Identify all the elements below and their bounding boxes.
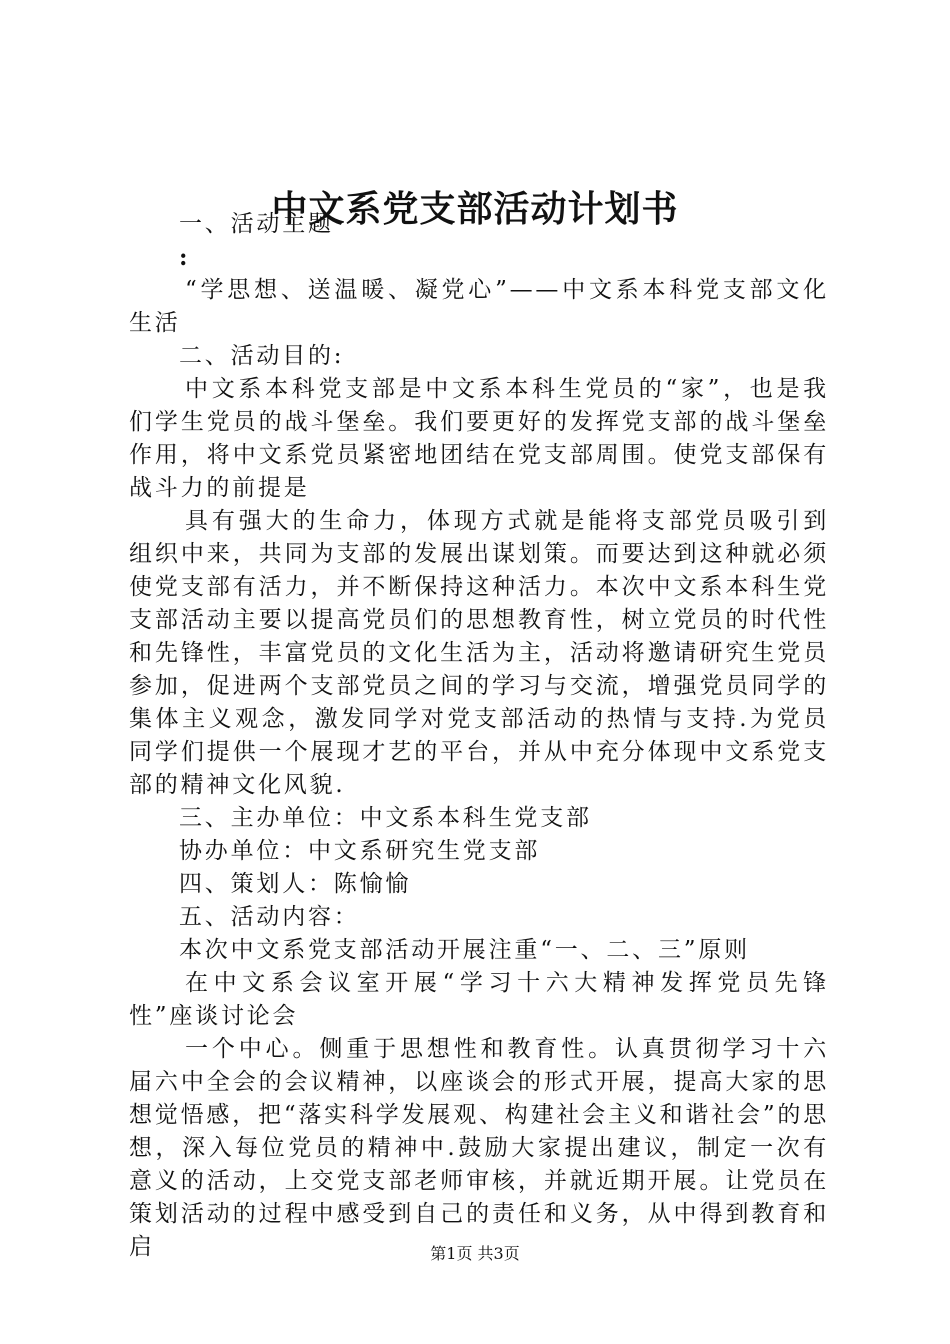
purpose-paragraph-2: 具有强大的生命力，体现方式就是能将支部党员吸引到组织中来，共同为支部的发展出谋划策。而要达到这种就必须使党支部有活力，并不断保持这种活力。本次中文系本科生党支部活动主要以提高党员们的思想教育性，树立党员的时代性和先锋性，丰富党员的文化生活为主，活动将邀请研究生党员参加，促进两个支部党员之间的学习与交流，增强党员同学的集体主义观念，激发同学对党支部活动的热情与支持.为党员同学们提供一个展现才艺的平台，并从中充分体现中文系党支部的精神文化风貌. xyxy=(129,508,829,798)
section-heading-theme: 一、活动主题 xyxy=(179,211,334,237)
co-organizer-line: 协办单位：中文系研究生党支部 xyxy=(179,838,541,864)
theme-colon: : xyxy=(179,244,191,271)
section-heading-content: 五、活动内容： xyxy=(179,904,360,930)
document-title: 中文系党支部活动计划书 xyxy=(271,188,679,230)
section-heading-planner: 四、策划人：陈愉愉 xyxy=(179,871,412,897)
page-footer: 第1页 共3页 xyxy=(430,1244,520,1263)
content-seminar-line: 在中文系会议室开展“学习十六大精神发挥党员先锋性”座谈讨论会 xyxy=(129,970,829,1029)
content-principle-line: 本次中文系党支部活动开展注重“一、二、三”原则 xyxy=(179,937,750,963)
section-heading-purpose: 二、活动目的: xyxy=(179,343,345,369)
content-center-paragraph: 一个中心。侧重于思想性和教育性。认真贯彻学习十六届六中全会的会议精神，以座谈会的形式开展，提高大家的思想觉悟感，把“落实科学发展观、构建社会主义和谐社会”的思想，深入每位党员的精神中.鼓励大家提出建议，制定一次有意义的活动，上交党支部老师审核，并就近期开展。让党员在策划活动的过程中感受到自己的责任和义务，从中得到教育和启 xyxy=(129,1036,829,1260)
document-body xyxy=(129,208,829,1264)
purpose-paragraph-1: 中文系本科党支部是中文系本科生党员的“家”，也是我们学生党员的战斗堡垒。我们要更好的发挥党支部的战斗堡垒作用，将中文系党员紧密地团结在党支部周围。使党支部保有战斗力的前提是 xyxy=(129,376,829,501)
section-heading-organizer: 三、主办单位：中文系本科生党支部 xyxy=(179,805,592,831)
theme-text: “学思想、送温暖、凝党心”——中文系本科党支部文化生活 xyxy=(129,277,829,336)
